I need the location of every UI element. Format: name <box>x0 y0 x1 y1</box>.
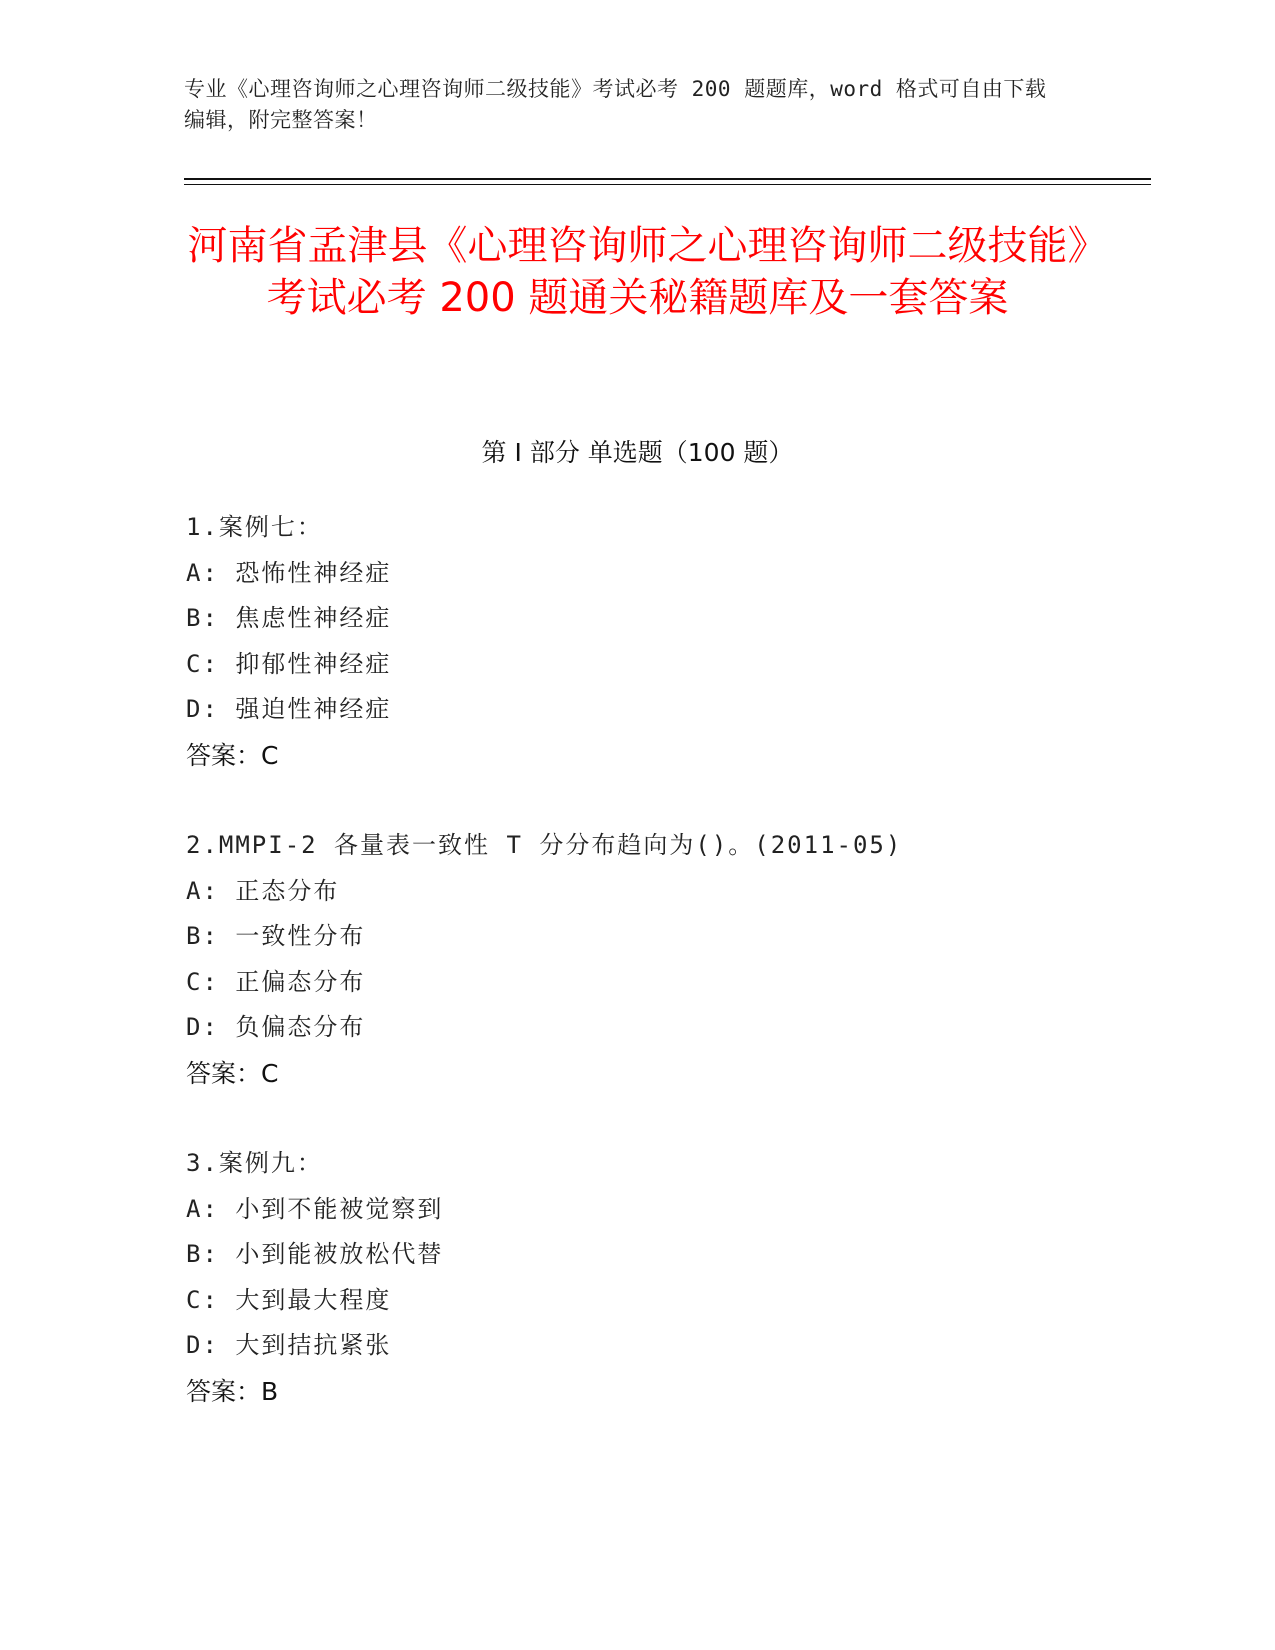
question-3 <box>186 1141 1086 1414</box>
option-a: A: 正态分布 <box>186 876 340 905</box>
option-c: C: 正偏态分布 <box>186 967 366 996</box>
option-a: A: 小到不能被觉察到 <box>186 1194 444 1223</box>
option-b: B: 小到能被放松代替 <box>186 1240 444 1268</box>
section-title: 第 I 部分 单选题（100 题） <box>481 438 794 467</box>
document-title: 河南省孟津县《心理咨询师之心理咨询师二级技能》考试必考 200 题通关秘籍题库及一套答案 <box>187 223 1088 321</box>
option-c: C: 抑郁性神经症 <box>186 649 392 678</box>
question-1 <box>186 505 1086 778</box>
header-rule-thick <box>184 178 1151 180</box>
answer-line: 答案：C <box>186 1058 279 1088</box>
option-a: A: 恐怖性神经症 <box>186 558 392 587</box>
answer-line: 答案：C <box>186 740 279 770</box>
question-stem: 3.案例九： <box>186 1149 323 1177</box>
option-c: C: 大到最大程度 <box>186 1285 392 1314</box>
option-d: D: 负偏态分布 <box>186 1013 366 1041</box>
option-d: D: 强迫性神经症 <box>186 695 392 723</box>
header-note: 专业《心理咨询师之心理咨询师二级技能》考试必考 200 题题库，word 格式可自由下载编辑，附完整答案！ <box>184 77 1047 132</box>
answer-line: 答案：B <box>186 1376 279 1406</box>
question-2 <box>186 823 1086 1096</box>
option-d: D: 大到拮抗紧张 <box>186 1331 392 1359</box>
question-stem: 1.案例七： <box>186 513 323 541</box>
question-stem: 2.MMPI-2 各量表一致性 T 分分布趋向为()。(2011-05) <box>186 831 903 859</box>
header-rule-thin <box>184 184 1151 185</box>
option-b: B: 一致性分布 <box>186 922 366 950</box>
option-b: B: 焦虑性神经症 <box>186 604 392 632</box>
